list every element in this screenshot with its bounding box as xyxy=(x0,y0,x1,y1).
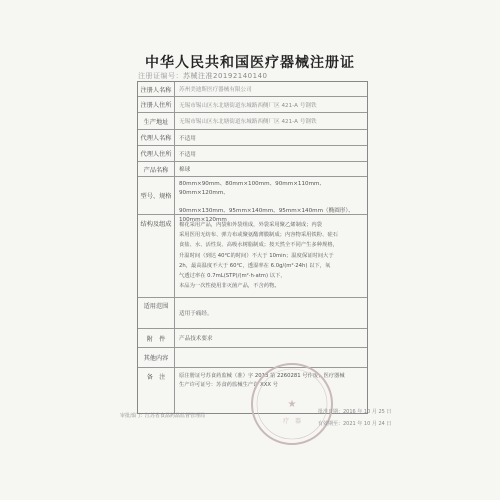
row-registrant-address xyxy=(138,96,367,112)
row-production-address xyxy=(138,112,367,129)
document-title: 中华人民共和国医疗器械注册证 xyxy=(145,55,355,71)
structure-line: 2h，最高温度不大于 60℃，透湿率在 6.0g/(m²·24h) 以下，氧 xyxy=(179,262,331,269)
row-label: 备 注 xyxy=(138,368,175,413)
structure-line: 本品为一次性使用非灭菌产品，不含药物。 xyxy=(179,283,280,290)
issuing-authority: 审批部门：江苏省食品药品监督管理局 xyxy=(120,413,206,419)
row-label: 注册人住所 xyxy=(138,97,175,112)
row-label: 结构及组成 xyxy=(138,215,175,297)
structure-line: 升温时间（到达 40℃的时间）不大于 10min；温度保证时间大于 xyxy=(179,252,334,259)
expiry-date: 有效期至：2021 年 10 月 24 日 xyxy=(318,421,392,427)
row-attachment xyxy=(138,328,367,347)
row-label: 代理人名称 xyxy=(138,130,175,145)
row-value: 不适用 xyxy=(179,151,196,158)
row-label: 注册人名称 xyxy=(138,82,175,96)
spec-line: 90mm×130mm、95mm×140mm、95mm×140mm（椭圆形）、100mm×120mm xyxy=(179,208,354,223)
row-value: 无锡市锡山区东北塘街道东城路西侧厂区 421-A 号钢铁 xyxy=(179,119,317,125)
row-label: 附 件 xyxy=(138,329,175,347)
row-label: 适用范围 xyxy=(138,298,175,328)
certificate-number xyxy=(138,71,268,81)
row-registrant-name xyxy=(138,82,367,96)
approval-date: 批准日期：2016 年 10 月 25 日 xyxy=(318,409,392,415)
row-label: 产品名称 xyxy=(138,162,175,176)
remark-line: 原注册证号苏食药监械（准）字 2013 第 2260281 号作废；医疗器械 xyxy=(179,373,345,379)
row-value: 棉球 xyxy=(179,167,191,173)
structure-line: 采用医用无纺布、弹力布或聚氨酯薄膜制成；内容物采用铁粉、硅石 xyxy=(179,232,338,239)
row-value: 苏州美迪斯医疗器械有限公司 xyxy=(179,87,252,93)
row-value: 不适用 xyxy=(179,135,196,142)
row-label: 生产地址 xyxy=(138,113,175,129)
row-label: 型号、规格 xyxy=(138,177,175,214)
row-model-spec xyxy=(138,176,367,223)
row-structure xyxy=(138,214,367,297)
row-value xyxy=(179,215,364,297)
row-product-name xyxy=(138,161,367,176)
official-seal xyxy=(247,359,337,449)
row-value xyxy=(179,177,364,223)
row-value: 无锡市锡山区东北塘街道东城路西侧厂区 421-A 号钢铁 xyxy=(179,102,317,109)
structure-line: 食盐、水、活性炭、高吸水树脂制成；按天然全不同产生多种规格， xyxy=(179,242,338,249)
row-label: 代理人住所 xyxy=(138,146,175,161)
structure-line: 棉花采用产品，内袋和外袋组成，外袋采用聚乙烯制成；内袋 xyxy=(179,222,323,228)
certificate-number-value: 苏械注准20192140140 xyxy=(183,72,268,80)
row-value: 产品技术要求 xyxy=(179,336,213,342)
row-agent-name xyxy=(138,129,367,145)
row-scope xyxy=(138,297,367,328)
certificate-number-label: 注册证编号： xyxy=(138,72,183,80)
svg-text:疗 器: 疗 器 xyxy=(282,418,302,425)
svg-text:★: ★ xyxy=(287,399,297,410)
remark-line: 生产许可证号：苏食药监械生产许 XXX 号 xyxy=(179,382,279,388)
row-value: 适用于痛经。 xyxy=(179,311,213,317)
spec-line: 80mm×90mm、80mm×100mm、90mm×110mm、90mm×120mm、 xyxy=(179,181,326,196)
row-agent-address xyxy=(138,145,367,161)
row-label: 其他内容 xyxy=(138,348,175,367)
structure-line: 气透过率在 0.7mL(STP)/(m²·h·atm) 以下， xyxy=(179,273,286,280)
